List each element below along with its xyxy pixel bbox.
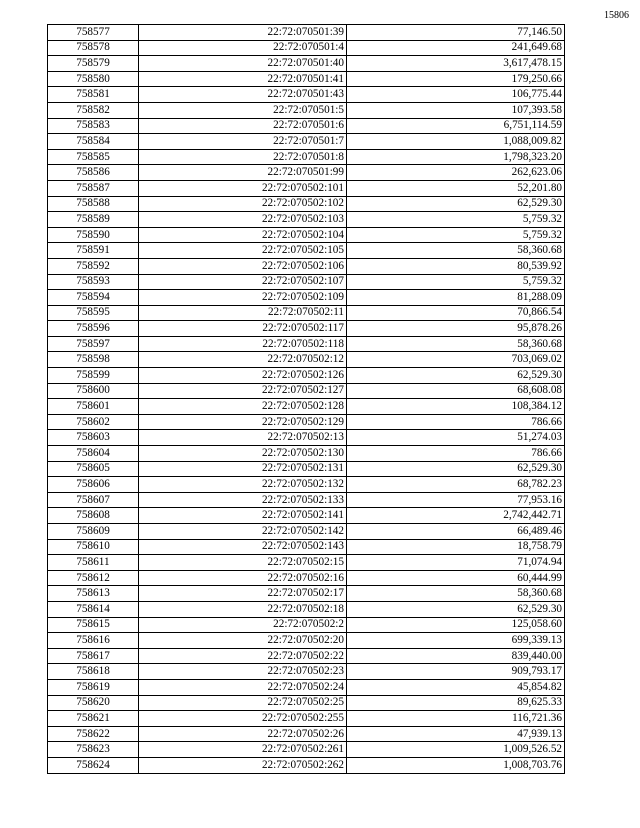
cadastral-number-cell: 22:72:070502:2 xyxy=(139,617,347,633)
cadastral-number-cell: 22:72:070501:7 xyxy=(139,134,347,150)
cadastral-number-cell: 22:72:070502:142 xyxy=(139,524,347,540)
row-number-cell: 758603 xyxy=(48,430,139,446)
row-number-cell: 758587 xyxy=(48,180,139,196)
row-number-cell: 758621 xyxy=(48,711,139,727)
row-number-cell: 758595 xyxy=(48,305,139,321)
cadastral-number-cell: 22:72:070502:131 xyxy=(139,461,347,477)
row-number-cell: 758615 xyxy=(48,617,139,633)
cadastral-number-cell: 22:72:070501:5 xyxy=(139,102,347,118)
cadastral-number-cell: 22:72:070502:106 xyxy=(139,258,347,274)
cadastral-number-cell: 22:72:070502:12 xyxy=(139,352,347,368)
cadastral-number-cell: 22:72:070502:22 xyxy=(139,648,347,664)
cadastral-number-cell: 22:72:070502:104 xyxy=(139,227,347,243)
cadastral-number-cell: 22:72:070502:17 xyxy=(139,586,347,602)
table-row xyxy=(48,149,565,165)
cadastral-value-cell: 5,759.32 xyxy=(347,212,565,228)
row-number-cell: 758620 xyxy=(48,695,139,711)
table-row xyxy=(48,399,565,415)
cadastral-value-cell: 18,758.79 xyxy=(347,539,565,555)
row-number-cell: 758601 xyxy=(48,399,139,415)
row-number-cell: 758580 xyxy=(48,71,139,87)
cadastral-number-cell: 22:72:070502:255 xyxy=(139,711,347,727)
row-number-cell: 758589 xyxy=(48,212,139,228)
table-row xyxy=(48,56,565,72)
cadastral-number-cell: 22:72:070502:103 xyxy=(139,212,347,228)
cadastral-number-cell: 22:72:070502:109 xyxy=(139,290,347,306)
cadastral-number-cell: 22:72:070501:41 xyxy=(139,71,347,87)
table-row xyxy=(48,40,565,56)
row-number-cell: 758591 xyxy=(48,243,139,259)
cadastral-number-cell: 22:72:070502:23 xyxy=(139,664,347,680)
row-number-cell: 758612 xyxy=(48,570,139,586)
table-row xyxy=(48,368,565,384)
row-number-cell: 758614 xyxy=(48,601,139,617)
cadastral-value-cell: 6,751,114.59 xyxy=(347,118,565,134)
cadastral-value-cell: 62,529.30 xyxy=(347,461,565,477)
row-number-cell: 758581 xyxy=(48,87,139,103)
cadastral-value-cell: 45,854.82 xyxy=(347,679,565,695)
row-number-cell: 758616 xyxy=(48,633,139,649)
cadastral-value-cell: 62,529.30 xyxy=(347,196,565,212)
cadastral-value-cell: 58,360.68 xyxy=(347,243,565,259)
row-number-cell: 758598 xyxy=(48,352,139,368)
cadastral-value-cell: 52,201.80 xyxy=(347,180,565,196)
row-number-cell: 758592 xyxy=(48,258,139,274)
cadastral-number-cell: 22:72:070501:99 xyxy=(139,165,347,181)
cadastral-value-cell: 80,539.92 xyxy=(347,258,565,274)
cadastral-number-cell: 22:72:070501:43 xyxy=(139,87,347,103)
cadastral-value-cell: 70,866.54 xyxy=(347,305,565,321)
cadastral-value-cell: 1,798,323.20 xyxy=(347,149,565,165)
table-row xyxy=(48,757,565,773)
cadastral-number-cell: 22:72:070502:20 xyxy=(139,633,347,649)
table-row xyxy=(48,508,565,524)
cadastral-value-cell: 1,088,009.82 xyxy=(347,134,565,150)
table-row xyxy=(48,321,565,337)
table-row xyxy=(48,742,565,758)
table-row xyxy=(48,648,565,664)
cadastral-value-cell: 77,953.16 xyxy=(347,492,565,508)
cadastral-number-cell: 22:72:070502:262 xyxy=(139,757,347,773)
cadastral-value-cell: 703,069.02 xyxy=(347,352,565,368)
table-row xyxy=(48,524,565,540)
row-number-cell: 758593 xyxy=(48,274,139,290)
row-number-cell: 758618 xyxy=(48,664,139,680)
table-row xyxy=(48,118,565,134)
cadastral-value-cell: 95,878.26 xyxy=(347,321,565,337)
cadastral-number-cell: 22:72:070502:13 xyxy=(139,430,347,446)
cadastral-number-cell: 22:72:070502:18 xyxy=(139,601,347,617)
cadastral-value-cell: 5,759.32 xyxy=(347,274,565,290)
cadastral-number-cell: 22:72:070502:133 xyxy=(139,492,347,508)
table-row xyxy=(48,586,565,602)
page-number: 15806 xyxy=(604,10,629,21)
row-number-cell: 758619 xyxy=(48,679,139,695)
row-number-cell: 758597 xyxy=(48,336,139,352)
row-number-cell: 758606 xyxy=(48,477,139,493)
cadastral-value-cell: 106,775.44 xyxy=(347,87,565,103)
table-row xyxy=(48,726,565,742)
table-row xyxy=(48,71,565,87)
row-number-cell: 758579 xyxy=(48,56,139,72)
cadastral-number-cell: 22:72:070502:118 xyxy=(139,336,347,352)
cadastral-number-cell: 22:72:070502:105 xyxy=(139,243,347,259)
table-body xyxy=(48,25,565,774)
cadastral-value-cell: 58,360.68 xyxy=(347,586,565,602)
table-row xyxy=(48,555,565,571)
cadastral-number-cell: 22:72:070502:143 xyxy=(139,539,347,555)
cadastral-number-cell: 22:72:070502:26 xyxy=(139,726,347,742)
cadastral-number-cell: 22:72:070501:39 xyxy=(139,25,347,41)
table-row xyxy=(48,430,565,446)
cadastral-number-cell: 22:72:070502:129 xyxy=(139,414,347,430)
table-row xyxy=(48,492,565,508)
row-number-cell: 758607 xyxy=(48,492,139,508)
cadastral-value-cell: 66,489.46 xyxy=(347,524,565,540)
cadastral-value-cell: 1,009,526.52 xyxy=(347,742,565,758)
table-row xyxy=(48,165,565,181)
table-row xyxy=(48,461,565,477)
table-row xyxy=(48,633,565,649)
cadastral-number-cell: 22:72:070502:132 xyxy=(139,477,347,493)
cadastral-value-cell: 108,384.12 xyxy=(347,399,565,415)
table-row xyxy=(48,274,565,290)
cadastral-number-cell: 22:72:070502:130 xyxy=(139,446,347,462)
cadastral-value-cell: 62,529.30 xyxy=(347,601,565,617)
table-row xyxy=(48,87,565,103)
row-number-cell: 758588 xyxy=(48,196,139,212)
cadastral-value-cell: 5,759.32 xyxy=(347,227,565,243)
cadastral-value-cell: 68,782.23 xyxy=(347,477,565,493)
cadastral-number-cell: 22:72:070502:16 xyxy=(139,570,347,586)
cadastral-number-cell: 22:72:070502:117 xyxy=(139,321,347,337)
table-row xyxy=(48,290,565,306)
cadastral-value-cell: 241,649.68 xyxy=(347,40,565,56)
cadastral-number-cell: 22:72:070502:102 xyxy=(139,196,347,212)
row-number-cell: 758577 xyxy=(48,25,139,41)
cadastral-number-cell: 22:72:070502:101 xyxy=(139,180,347,196)
cadastral-number-cell: 22:72:070502:11 xyxy=(139,305,347,321)
row-number-cell: 758584 xyxy=(48,134,139,150)
row-number-cell: 758605 xyxy=(48,461,139,477)
cadastral-value-cell: 60,444.99 xyxy=(347,570,565,586)
table-row xyxy=(48,477,565,493)
table-row xyxy=(48,196,565,212)
cadastral-number-cell: 22:72:070502:107 xyxy=(139,274,347,290)
cadastral-value-cell: 51,274.03 xyxy=(347,430,565,446)
row-number-cell: 758609 xyxy=(48,524,139,540)
cadastral-value-cell: 262,623.06 xyxy=(347,165,565,181)
table-row xyxy=(48,212,565,228)
table-row xyxy=(48,134,565,150)
row-number-cell: 758599 xyxy=(48,368,139,384)
table-row xyxy=(48,617,565,633)
cadastral-number-cell: 22:72:070501:4 xyxy=(139,40,347,56)
table-row xyxy=(48,414,565,430)
cadastral-value-cell: 125,058.60 xyxy=(347,617,565,633)
table-row xyxy=(48,336,565,352)
cadastral-value-cell: 47,939.13 xyxy=(347,726,565,742)
cadastral-value-cell: 62,529.30 xyxy=(347,368,565,384)
row-number-cell: 758585 xyxy=(48,149,139,165)
row-number-cell: 758622 xyxy=(48,726,139,742)
table-row xyxy=(48,227,565,243)
table-row xyxy=(48,383,565,399)
table-row xyxy=(48,258,565,274)
cadastral-value-table xyxy=(47,24,565,774)
table-row xyxy=(48,539,565,555)
cadastral-value-cell: 179,250.66 xyxy=(347,71,565,87)
row-number-cell: 758624 xyxy=(48,757,139,773)
table-row xyxy=(48,570,565,586)
cadastral-number-cell: 22:72:070502:261 xyxy=(139,742,347,758)
row-number-cell: 758586 xyxy=(48,165,139,181)
cadastral-number-cell: 22:72:070501:40 xyxy=(139,56,347,72)
row-number-cell: 758623 xyxy=(48,742,139,758)
cadastral-number-cell: 22:72:070502:127 xyxy=(139,383,347,399)
row-number-cell: 758611 xyxy=(48,555,139,571)
row-number-cell: 758596 xyxy=(48,321,139,337)
cadastral-number-cell: 22:72:070502:15 xyxy=(139,555,347,571)
cadastral-value-cell: 81,288.09 xyxy=(347,290,565,306)
table-row xyxy=(48,711,565,727)
cadastral-number-cell: 22:72:070502:141 xyxy=(139,508,347,524)
cadastral-value-cell: 2,742,442.71 xyxy=(347,508,565,524)
cadastral-value-cell: 68,608.08 xyxy=(347,383,565,399)
row-number-cell: 758600 xyxy=(48,383,139,399)
cadastral-value-cell: 71,074.94 xyxy=(347,555,565,571)
cadastral-value-cell: 77,146.50 xyxy=(347,25,565,41)
table-row xyxy=(48,25,565,41)
table-row xyxy=(48,695,565,711)
cadastral-value-cell: 3,617,478.15 xyxy=(347,56,565,72)
cadastral-value-cell: 1,008,703.76 xyxy=(347,757,565,773)
cadastral-number-cell: 22:72:070501:8 xyxy=(139,149,347,165)
cadastral-value-cell: 89,625.33 xyxy=(347,695,565,711)
table-row xyxy=(48,102,565,118)
row-number-cell: 758610 xyxy=(48,539,139,555)
row-number-cell: 758602 xyxy=(48,414,139,430)
cadastral-number-cell: 22:72:070501:6 xyxy=(139,118,347,134)
cadastral-number-cell: 22:72:070502:24 xyxy=(139,679,347,695)
row-number-cell: 758578 xyxy=(48,40,139,56)
cadastral-value-cell: 116,721.36 xyxy=(347,711,565,727)
row-number-cell: 758617 xyxy=(48,648,139,664)
cadastral-value-cell: 909,793.17 xyxy=(347,664,565,680)
row-number-cell: 758613 xyxy=(48,586,139,602)
cadastral-value-cell: 786.66 xyxy=(347,414,565,430)
table-row xyxy=(48,352,565,368)
cadastral-value-cell: 58,360.68 xyxy=(347,336,565,352)
row-number-cell: 758608 xyxy=(48,508,139,524)
cadastral-value-cell: 839,440.00 xyxy=(347,648,565,664)
cadastral-value-cell: 699,339.13 xyxy=(347,633,565,649)
table-row xyxy=(48,243,565,259)
cadastral-number-cell: 22:72:070502:126 xyxy=(139,368,347,384)
table-row xyxy=(48,679,565,695)
table-row xyxy=(48,446,565,462)
table-row xyxy=(48,180,565,196)
table-row xyxy=(48,664,565,680)
row-number-cell: 758604 xyxy=(48,446,139,462)
row-number-cell: 758590 xyxy=(48,227,139,243)
row-number-cell: 758594 xyxy=(48,290,139,306)
cadastral-value-cell: 786.66 xyxy=(347,446,565,462)
cadastral-number-cell: 22:72:070502:128 xyxy=(139,399,347,415)
cadastral-value-cell: 107,393.58 xyxy=(347,102,565,118)
cadastral-number-cell: 22:72:070502:25 xyxy=(139,695,347,711)
row-number-cell: 758582 xyxy=(48,102,139,118)
row-number-cell: 758583 xyxy=(48,118,139,134)
table-row xyxy=(48,305,565,321)
table-row xyxy=(48,601,565,617)
